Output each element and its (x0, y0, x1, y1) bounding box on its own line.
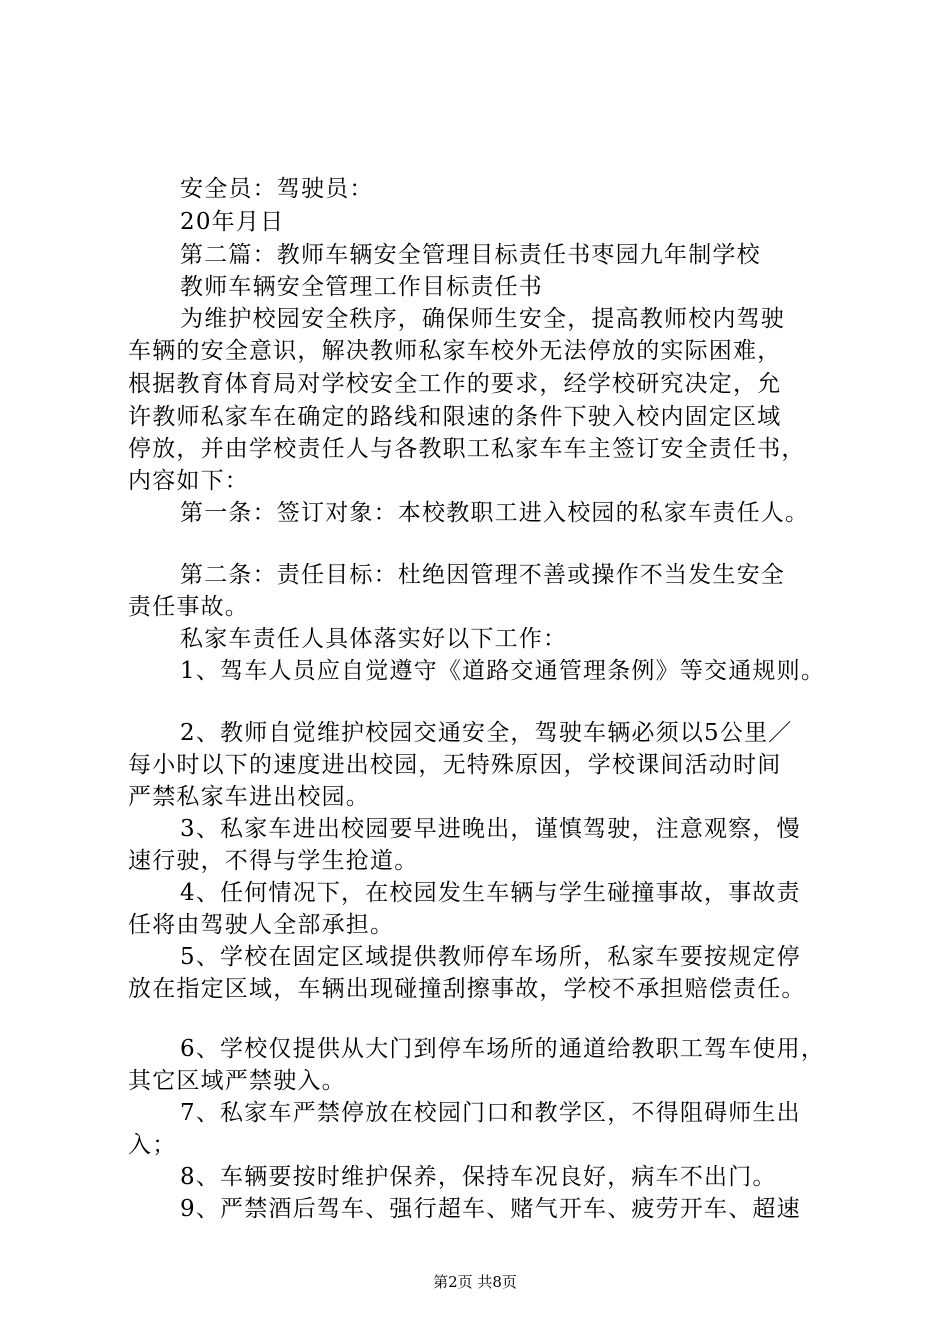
list-item-continued: 其它区域严禁驶入。 (128, 1068, 346, 1094)
paragraph-line: 责任事故。 (128, 594, 249, 620)
list-item: 6、学校仅提供从大门到停车场所的通道给教职工驾车使用， (180, 1036, 826, 1062)
list-item-continued: 每小时以下的速度进出校园，无特殊原因，学校课间活动时间 (128, 752, 782, 778)
list-item-continued: 严禁私家车进出校园。 (128, 784, 370, 810)
list-item: 5、学校在固定区域提供教师停车场所，私家车要按规定停 (180, 944, 801, 970)
signature-line: 安全员：驾驶员： (180, 176, 374, 202)
list-item: 7、私家车严禁停放在校园门口和教学区，不得阻碍师生出 (180, 1100, 801, 1126)
list-item: 1、驾车人员应自觉遵守《道路交通管理条例》等交通规则。 (180, 658, 826, 684)
list-item-continued: 速行驶，不得与学生抢道。 (128, 848, 419, 874)
list-item: 4、任何情况下，在校园发生车辆与学生碰撞事故，事故责 (180, 880, 801, 906)
page-number: 第2页 共8页 (433, 1273, 517, 1291)
document-title: 教师车辆安全管理工作目标责任书 (180, 274, 543, 300)
paragraph-line: 私家车责任人具体落实好以下工作： (180, 626, 568, 652)
paragraph-line: 车辆的安全意识，解决教师私家车校外无法停放的实际困难， (128, 338, 782, 364)
list-item-continued: 任将由驾驶人全部承担。 (128, 912, 395, 938)
article-line: 第二条：责任目标：杜绝因管理不善或操作不当发生安全 (180, 562, 785, 588)
list-item-continued: 放在指定区域，车辆出现碰撞刮擦事故，学校不承担赔偿责任。 (128, 976, 806, 1002)
paragraph-line: 许教师私家车在确定的路线和限速的条件下驶入校内固定区域 (128, 404, 782, 430)
list-item: 3、私家车进出校园要早进晚出，谨慎驾驶，注意观察，慢 (180, 816, 801, 842)
paragraph-line: 停放，并由学校责任人与各教职工私家车车主签订安全责任书， (128, 436, 806, 462)
date-line: 20年月日 (180, 209, 285, 235)
article-line: 第一条：签订对象：本校教职工进入校园的私家车责任人。 (180, 500, 810, 526)
section-heading: 第二篇：教师车辆安全管理目标责任书枣园九年制学校 (180, 242, 761, 268)
list-item: 2、教师自觉维护校园交通安全，驾驶车辆必须以5公里／ (180, 720, 793, 746)
paragraph-line: 为维护校园安全秩序，确保师生安全，提高教师校内驾驶 (180, 306, 785, 332)
list-item: 9、严禁酒后驾车、强行超车、赌气开车、疲劳开车、超速 (180, 1196, 801, 1222)
paragraph-line: 内容如下： (128, 468, 249, 494)
list-item: 8、车辆要按时维护保养，保持车况良好，病车不出门。 (180, 1164, 777, 1190)
paragraph-line: 根据教育体育局对学校安全工作的要求，经学校研究决定，允 (128, 371, 782, 397)
list-item-continued: 入； (128, 1132, 177, 1158)
